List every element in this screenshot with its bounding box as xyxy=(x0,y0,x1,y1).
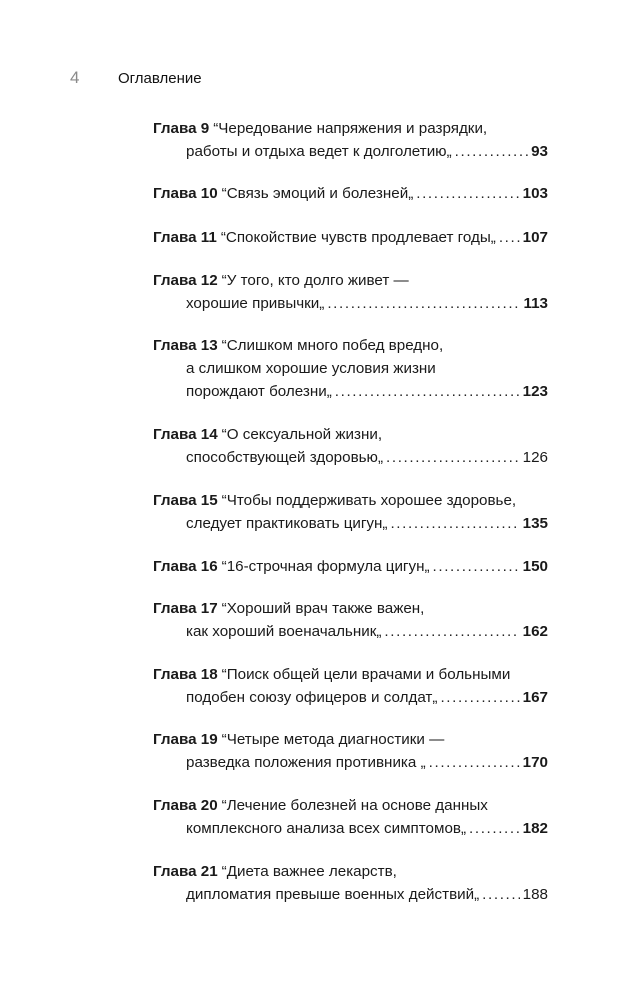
toc-entry xyxy=(153,182,548,205)
toc-entry xyxy=(153,269,548,315)
chapter-title-text: “16-строчная формула цигун„ xyxy=(221,558,430,575)
toc-entry xyxy=(153,663,548,709)
toc-entry-title xyxy=(153,492,516,509)
chapter-label: Глава 13 xyxy=(153,337,218,354)
toc-entry-line xyxy=(153,226,548,249)
toc-entry-line xyxy=(153,117,548,140)
dot-leader xyxy=(499,226,520,249)
chapter-label: Глава 15 xyxy=(153,492,218,509)
toc-entry-line xyxy=(153,357,548,380)
toc-entry xyxy=(153,555,548,578)
dot-leader xyxy=(416,182,519,205)
dot-leader xyxy=(390,512,519,535)
page-number: 4 xyxy=(70,68,80,87)
toc-entry-title xyxy=(153,272,409,289)
toc-entry-line xyxy=(153,555,548,578)
dot-leader xyxy=(455,140,528,163)
chapter-title-text: “Четыре метода диагностики — xyxy=(221,731,445,748)
toc-page-number: 123 xyxy=(522,383,548,400)
toc-entry-title xyxy=(153,226,496,249)
toc-page-number: 170 xyxy=(522,754,548,771)
dot-leader xyxy=(384,620,519,643)
chapter-title-text: дипломатия превыше военных действий„ xyxy=(186,886,480,903)
toc-entry xyxy=(153,334,548,403)
toc-entry-title xyxy=(186,446,383,469)
chapter-title-text: “Связь эмоций и болезней„ xyxy=(221,185,414,202)
toc-entry-line xyxy=(153,423,548,446)
toc-entry-line xyxy=(153,334,548,357)
chapter-label: Глава 19 xyxy=(153,731,218,748)
toc-entry xyxy=(153,597,548,643)
toc-entry-line xyxy=(153,269,548,292)
toc-entry-line xyxy=(153,380,548,403)
toc-entry-line xyxy=(153,620,548,643)
chapter-label: Глава 11 xyxy=(153,229,217,246)
toc-entry-line xyxy=(153,860,548,883)
toc-entry-title xyxy=(186,883,479,906)
toc-entry-line xyxy=(153,883,548,906)
toc-entry xyxy=(153,728,548,774)
toc-entry-line xyxy=(153,728,548,751)
toc-page-number: 103 xyxy=(522,185,548,202)
toc-page-number: 150 xyxy=(522,558,548,575)
toc-page-number: 188 xyxy=(522,886,548,903)
toc-entry-title xyxy=(153,426,382,443)
chapter-label: Глава 17 xyxy=(153,600,218,617)
chapter-title-text: “Диета важнее лекарств, xyxy=(221,863,397,880)
dot-leader xyxy=(469,817,520,840)
toc-entry-title xyxy=(186,380,332,403)
toc-entry-line xyxy=(153,686,548,709)
toc-entry-line xyxy=(153,751,548,774)
toc-entry-line xyxy=(153,597,548,620)
chapter-title-text: “У того, кто долго живет — xyxy=(221,272,409,289)
chapter-title-text: “Лечение болезней на основе данных xyxy=(221,797,488,814)
toc-entry-title xyxy=(186,140,452,163)
chapter-label: Глава 9 xyxy=(153,120,210,137)
chapter-label: Глава 10 xyxy=(153,185,218,202)
chapter-label: Глава 20 xyxy=(153,797,218,814)
dot-leader xyxy=(482,883,519,906)
toc-page-number: 107 xyxy=(522,229,548,246)
toc-entry-title xyxy=(153,555,430,578)
toc-entry xyxy=(153,117,548,163)
chapter-title-text: подобен союзу офицеров и солдат„ xyxy=(186,689,438,706)
toc-entry-title xyxy=(153,600,424,617)
chapter-title-text: комплексного анализа всех симптомов„ xyxy=(186,820,467,837)
chapter-title-text: “Чередование напряжения и разрядки, xyxy=(213,120,488,137)
chapter-title-text: “Слишком много побед вредно, xyxy=(221,337,444,354)
dot-leader xyxy=(440,686,519,709)
toc-entry-line xyxy=(153,794,548,817)
chapter-title-text: “Поиск общей цели врачами и больными xyxy=(221,666,511,683)
chapter-title-text: разведка положения противника „ xyxy=(186,754,426,771)
toc-entry xyxy=(153,489,548,535)
chapter-title-text: “Спокойствие чувств продлевает годы„ xyxy=(220,229,496,246)
toc-entry xyxy=(153,794,548,840)
chapter-title-text: как хороший военачальник„ xyxy=(186,623,382,640)
toc-entry xyxy=(153,226,548,249)
chapter-title-text: а слишком хорошие условия жизни xyxy=(186,360,436,377)
chapter-label: Глава 12 xyxy=(153,272,218,289)
section-title: Оглавление xyxy=(118,70,202,87)
chapter-title-text: порождают болезни„ xyxy=(186,383,332,400)
chapter-title-text: “Хороший врач также важен, xyxy=(221,600,425,617)
toc-entry-title xyxy=(186,751,426,774)
toc-entry-line xyxy=(153,817,548,840)
chapter-title-text: хорошие привычки„ xyxy=(186,295,325,312)
dot-leader xyxy=(429,751,520,774)
chapter-label: Глава 21 xyxy=(153,863,218,880)
toc-entry-title xyxy=(153,182,413,205)
toc-entry-title xyxy=(153,666,510,683)
toc-page-number: 113 xyxy=(523,295,548,312)
dot-leader xyxy=(327,292,520,315)
toc-entry-line xyxy=(153,489,548,512)
toc-entry-title xyxy=(186,292,324,315)
chapter-title-text: “О сексуальной жизни, xyxy=(221,426,383,443)
toc-entry-title xyxy=(186,817,466,840)
toc-entry-line xyxy=(153,182,548,205)
chapter-title-text: способствующей здоровью„ xyxy=(186,449,384,466)
toc-entry-title xyxy=(153,120,487,137)
toc-page-number: 126 xyxy=(522,449,548,466)
toc-page-number: 167 xyxy=(522,689,548,706)
dot-leader xyxy=(335,380,520,403)
dot-leader xyxy=(386,446,520,469)
toc-page-number: 162 xyxy=(522,623,548,640)
toc-entry-line xyxy=(153,512,548,535)
toc-entry-title xyxy=(153,731,444,748)
toc-entry xyxy=(153,423,548,469)
chapter-label: Глава 16 xyxy=(153,558,218,575)
toc-entry-line xyxy=(153,140,548,163)
toc-entry-title xyxy=(186,620,381,643)
chapter-label: Глава 14 xyxy=(153,426,218,443)
toc-entry-title xyxy=(186,512,387,535)
toc-entry xyxy=(153,860,548,906)
toc-page-number: 182 xyxy=(522,820,548,837)
toc-entry-title xyxy=(153,337,443,354)
toc-page-number: 135 xyxy=(522,515,548,532)
chapter-title-text: следует практиковать цигун„ xyxy=(186,515,388,532)
chapter-label: Глава 18 xyxy=(153,666,218,683)
toc-page-number: 93 xyxy=(531,143,548,160)
toc-entry-title xyxy=(153,797,488,814)
dot-leader xyxy=(433,555,520,578)
chapter-title-text: работы и отдыха ведет к долголетию„ xyxy=(186,143,452,160)
chapter-title-text: “Чтобы поддерживать хорошее здоровье, xyxy=(221,492,517,509)
toc-entry-title xyxy=(186,360,436,377)
toc-entry-line xyxy=(153,292,548,315)
toc-entry-line xyxy=(153,446,548,469)
toc-entry-title xyxy=(186,686,437,709)
toc-entry-line xyxy=(153,663,548,686)
toc-entry-title xyxy=(153,863,397,880)
table-of-contents xyxy=(153,117,548,906)
